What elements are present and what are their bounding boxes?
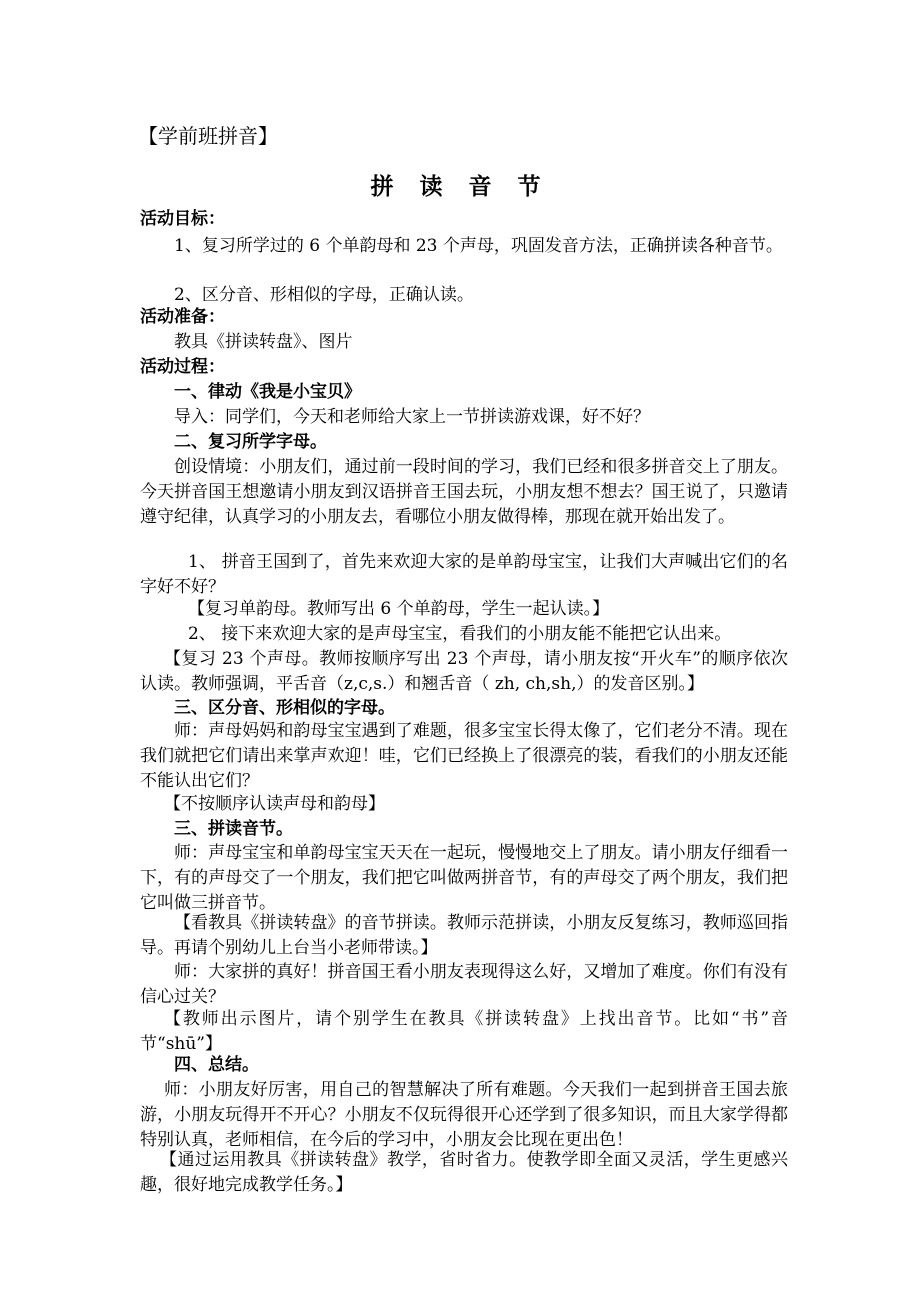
objectives-heading: 活动目标： bbox=[140, 209, 225, 229]
section-4-text-2: 师：大家拼的真好！拼音国王看小朋友表现得这么好，又增加了难度。你们有没有信心过关？ bbox=[140, 962, 788, 1007]
section-2-note-1: 【复习单韵母。教师写出 6 个单韵母，学生一起认读。】 bbox=[188, 599, 610, 619]
header-tag: 【学前班拼音】 bbox=[138, 124, 278, 148]
section-3-note: 【不按顺序认读声母和韵母】 bbox=[164, 794, 385, 814]
section-4-note-2: 【教师出示图片，请个别学生在教具《拼读转盘》上找出音节。比如“书”音节“shū”】 bbox=[140, 1009, 788, 1054]
page-title: 拼 读 音 节 bbox=[370, 174, 550, 200]
section-1-title: 一、律动《我是小宝贝》 bbox=[174, 382, 361, 402]
section-4-title: 三、拼读音节。 bbox=[174, 819, 293, 839]
section-2-title: 二、复习所学字母。 bbox=[174, 432, 327, 452]
objective-item-2: 2、区分音、形相似的字母，正确认读。 bbox=[174, 285, 474, 305]
section-5-note: 【通过运用教具《拼读转盘》教学，省时省力。使教学即全面又灵活，学生更感兴趣，很好地完成教学任务。】 bbox=[140, 1150, 788, 1195]
process-heading: 活动过程： bbox=[140, 357, 225, 377]
objective-item-1: 1、复习所学过的 6 个单韵母和 23 个声母，巩固发音方法，正确拼读各种音节。 bbox=[174, 236, 783, 256]
section-4-text-1: 师：声母宝宝和单韵母宝宝天天在一起玩，慢慢地交上了朋友。请小朋友仔细看一下，有的声母交了一个朋友，我们把它叫做两拼音节，有的声母交了两个朋友，我们把它叫做三拼音节。 bbox=[140, 843, 788, 913]
section-2-item-2: 2、 接下来欢迎大家的是声母宝宝，看我们的小朋友能不能把它认出来。 bbox=[188, 624, 732, 644]
section-2-item-1: 1、 拼音王国到了，首先来欢迎大家的是单韵母宝宝，让我们大声喊出它们的名字好不好？ bbox=[140, 552, 788, 597]
section-3-text: 师：声母妈妈和韵母宝宝遇到了难题，很多宝宝长得太像了，它们老分不清。现在我们就把它们请出来掌声欢迎！哇，它们已经换上了很漂亮的装，看我们的小朋友还能不能认出它们？ bbox=[140, 721, 788, 791]
section-5-text: 师：小朋友好厉害，用自己的智慧解决了所有难题。今天我们一起到拼音王国去旅游，小朋友玩得开不开心？小朋友不仅玩得很开心还学到了很多知识，而且大家学得都特别认真，老师相信，在今后的学习中，小朋友会比现在更出色！ bbox=[140, 1080, 788, 1150]
section-1-text: 导入：同学们，今天和老师给大家上一节拼读游戏课，好不好？ bbox=[174, 407, 650, 427]
section-3-title: 三、区分音、形相似的字母。 bbox=[174, 698, 395, 718]
preparation-text: 教具《拼读转盘》、图片 bbox=[174, 332, 353, 352]
preparation-heading: 活动准备： bbox=[140, 307, 225, 327]
section-2-note-2: 【复习 23 个声母。教师按顺序写出 23 个声母，请小朋友按“开火车”的顺序依次认读。教师强调，平舌音（z,c,s.）和翘舌音（ zh, ch,sh,）的发音区别。】 bbox=[140, 649, 788, 694]
section-2-text: 创设情境：小朋友们，通过前一段时间的学习，我们已经和很多拼音交上了朋友。今天拼音国王想邀请小朋友到汉语拼音王国去玩，小朋友想不想去？国王说了，只邀请遵守纪律，认真学习的小朋友去，看哪位小朋友做得棒，那现在就开始出发了。 bbox=[140, 457, 788, 527]
section-5-title: 四、总结。 bbox=[174, 1055, 259, 1075]
section-4-note-1: 【看教具《拼读转盘》的音节拼读。教师示范拼读，小朋友反复练习，教师巡回指导。再请个别幼儿上台当小老师带读。】 bbox=[140, 913, 788, 958]
